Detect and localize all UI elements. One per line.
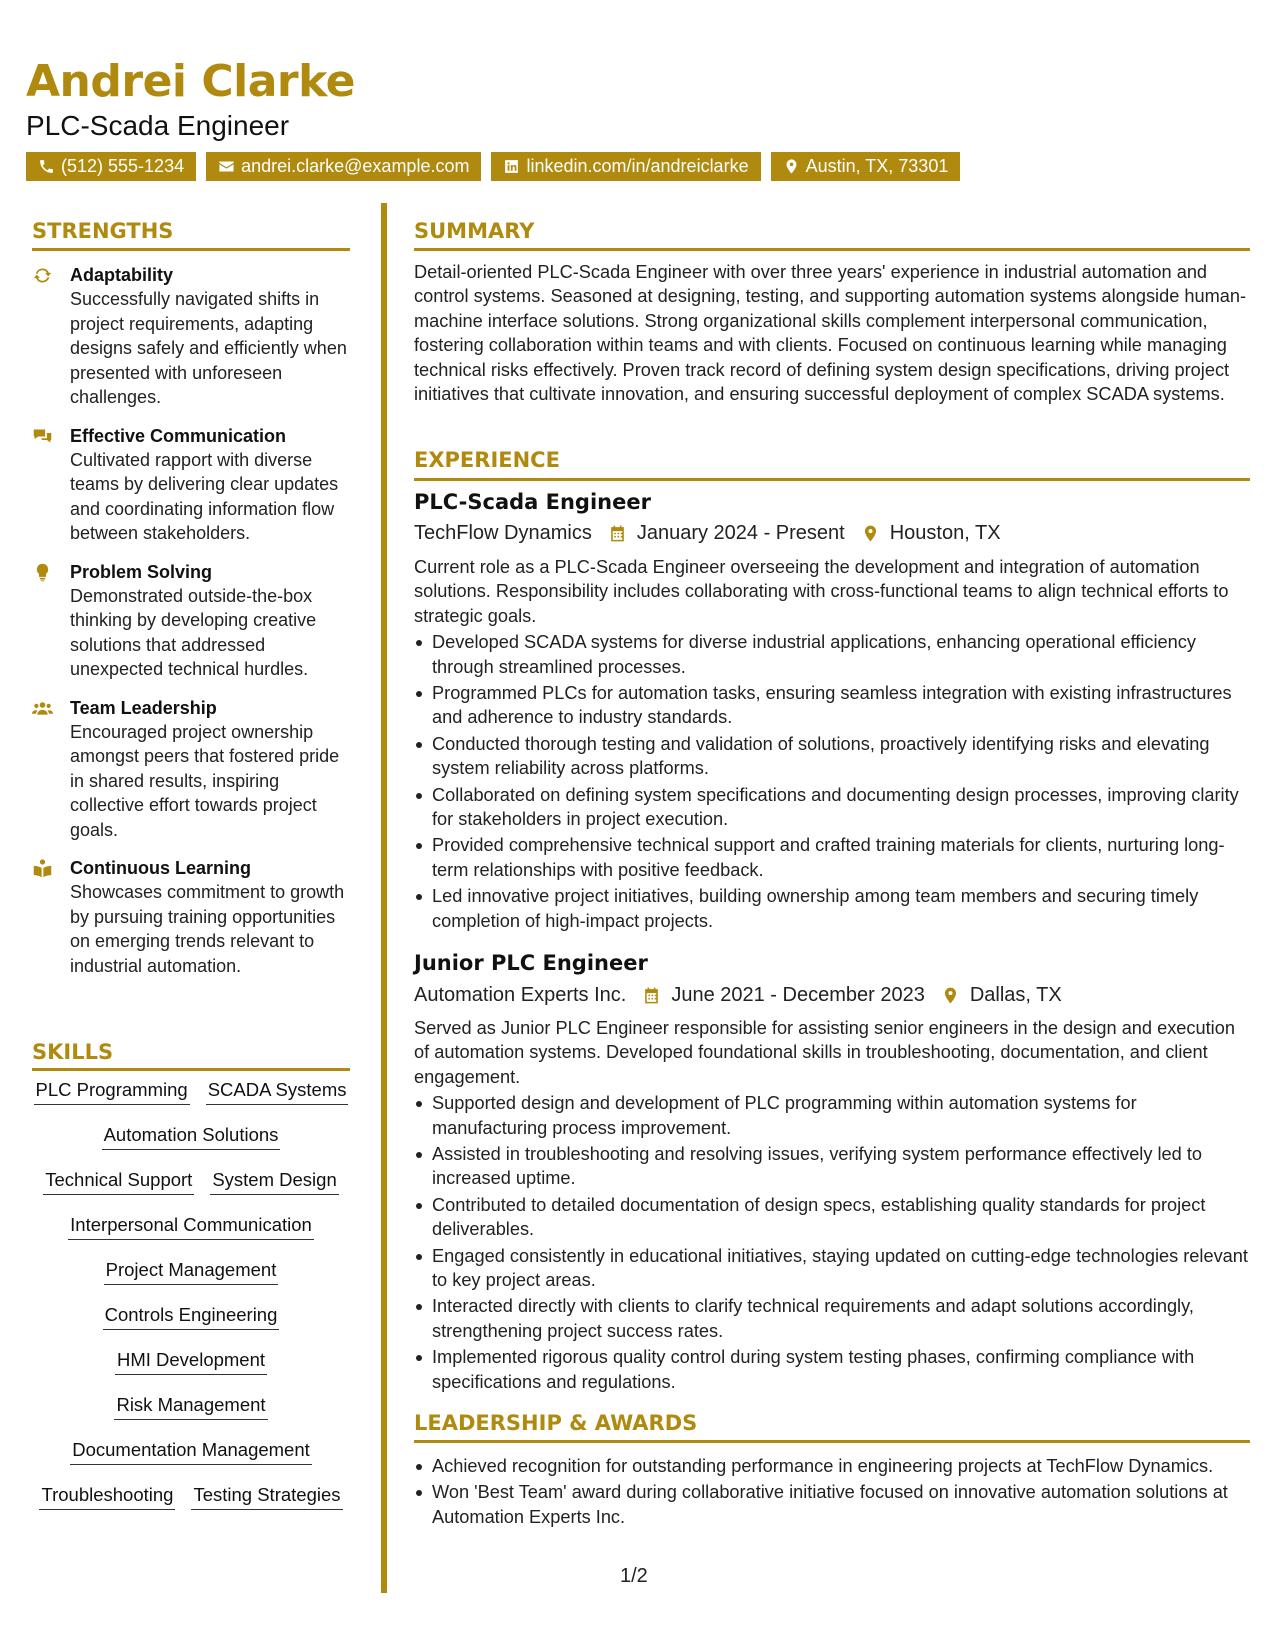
leadership-rule: [414, 1440, 1250, 1443]
skill-tag: SCADA Systems: [206, 1078, 349, 1105]
contact-phone-text: (512) 555-1234: [61, 156, 185, 176]
strength-desc: Demonstrated outside-the-box thinking by developing creative solutions that addressed unexpected technical hurdles.: [70, 585, 317, 679]
skills-heading: SKILLS: [32, 1040, 114, 1064]
job-bullet: Supported design and development of PLC programming within automation systems for manufacturing process improvement.: [432, 1091, 1250, 1140]
strength-item: [32, 560, 352, 682]
job-bullet: Assisted in troubleshooting and resolving issues, verifying system performance effectively led to increased uptime.: [432, 1142, 1250, 1191]
job-description: Current role as a PLC-Scada Engineer overseeing the development and integration of automation solutions. Responsibility includes collaborating with cross-functional teams to align technical efforts to strategic goals.: [414, 557, 1229, 626]
contact-email-text: andrei.clarke@example.com: [241, 156, 470, 176]
strengths-heading: STRENGTHS: [32, 219, 174, 243]
page-number: 1/2: [620, 1565, 648, 1587]
calendar-icon: [608, 524, 627, 543]
job-title: Junior PLC Engineer: [414, 951, 648, 975]
strength-desc: Encouraged project ownership amongst peers that fostered pride in shared results, inspiring collective effort towards project goals.: [70, 721, 340, 840]
job-bullet: Conducted thorough testing and validation of solutions, proactively identifying risks and elevating system reliability across platforms.: [432, 732, 1250, 781]
skill-tag: Interpersonal Communication: [68, 1213, 314, 1240]
job-dates: June 2021 - December 2023: [671, 983, 925, 1006]
leadership-bullet: Won 'Best Team' award during collaborative initiative focused on innovative automation solutions at Automation Experts Inc.: [432, 1480, 1250, 1529]
calendar-icon: [642, 986, 661, 1005]
strength-title: Effective Communication: [70, 425, 287, 446]
contact-linkedin-text: linkedin.com/in/andreiclarke: [526, 156, 749, 176]
summary-rule: [414, 248, 1250, 251]
skill-tag: System Design: [210, 1168, 338, 1195]
strength-title: Team Leadership: [70, 697, 217, 718]
strength-title: Adaptability: [70, 265, 174, 285]
job-location: Houston, TX: [889, 521, 1001, 544]
contact-linkedin[interactable]: [491, 152, 760, 181]
contact-phone[interactable]: [26, 152, 196, 181]
skill-tag: Project Management: [104, 1258, 279, 1285]
sync-icon: [32, 265, 53, 286]
job-meta: [414, 982, 1062, 1008]
skill-tag: Testing Strategies: [191, 1483, 342, 1510]
book-reader-icon: [32, 858, 53, 879]
skill-tag: Controls Engineering: [103, 1303, 280, 1330]
strength-desc: Showcases commitment to growth by pursuing training opportunities on emerging trends relevant to industrial automation.: [70, 882, 345, 976]
strengths-rule: [32, 248, 350, 251]
envelope-icon: [218, 158, 235, 175]
skill-tag: HMI Development: [115, 1348, 267, 1375]
contact-location: [771, 152, 961, 181]
job-bullet: Developed SCADA systems for diverse industrial applications, enhancing operational efficiency through streamlined processes.: [432, 630, 1250, 679]
candidate-name: Andrei Clarke: [26, 56, 355, 107]
summary-heading: SUMMARY: [414, 219, 535, 243]
job-meta: [414, 520, 1001, 546]
leadership-bullet: Achieved recognition for outstanding performance in engineering projects at TechFlow Dynamics.: [432, 1454, 1250, 1478]
leadership-bullets: [414, 1454, 1250, 1531]
lightbulb-icon: [32, 562, 53, 583]
skill-tag: Technical Support: [43, 1168, 194, 1195]
skills-rule: [32, 1068, 350, 1071]
job-description: Served as Junior PLC Engineer responsible for assisting senior engineers in the design and execution of automation systems. Developed foundational skills in troubleshooting, documentation, and client engagement.: [414, 1018, 1235, 1087]
job-company: TechFlow Dynamics: [414, 521, 592, 544]
strength-item: [32, 696, 352, 843]
leadership-heading: LEADERSHIP & AWARDS: [414, 1411, 698, 1435]
chat-bubbles-icon: [32, 426, 53, 447]
strength-item: [32, 856, 352, 978]
strength-item: [32, 424, 352, 546]
summary-text: Detail-oriented PLC-Scada Engineer with over three years' experience in industrial automation and control systems. Seasoned at designing, testing, and supporting automation systems alongside human-machine interface solutions. Strong organizational skills complement interpersonal communication, fostering collaboration within teams and with clients. Focused on continuous learning while managing technical risks effectively. Proven track record of defining system design specifications, driving project initiatives that cultivate innovation, and ensuring successful deployment of complex SCADA systems.: [414, 262, 1247, 405]
job-company: Automation Experts Inc.: [414, 983, 627, 1006]
job-bullet: Implemented rigorous quality control during system testing phases, confirming compliance with specifications and regulations.: [432, 1345, 1250, 1394]
skill-tag: Documentation Management: [70, 1438, 312, 1465]
location-pin-icon: [783, 158, 800, 175]
contact-email[interactable]: [206, 152, 481, 181]
strengths-list: [32, 263, 352, 992]
skill-tag: Automation Solutions: [102, 1123, 281, 1150]
location-pin-icon: [941, 986, 960, 1005]
job-body: [414, 1016, 1250, 1396]
skill-tag: Risk Management: [114, 1393, 267, 1420]
experience-heading: EXPERIENCE: [414, 448, 560, 472]
strength-desc: Cultivated rapport with diverse teams by delivering clear updates and coordinating information flow between stakeholders.: [70, 449, 339, 543]
strength-title: Continuous Learning: [70, 858, 251, 878]
contact-location-text: Austin, TX, 73301: [805, 156, 949, 176]
candidate-role: PLC-Scada Engineer: [26, 110, 290, 141]
skills-list: [32, 1078, 350, 1528]
strength-item: [32, 263, 352, 410]
job-bullets: [414, 1091, 1250, 1394]
location-pin-icon: [861, 524, 880, 543]
strength-desc: Successfully navigated shifts in project requirements, adapting designs safely and efficiently when presented with unforeseen challenges.: [70, 289, 347, 407]
job-bullet: Collaborated on defining system specifications and documenting design processes, improving clarity for stakeholders in project execution.: [432, 783, 1250, 832]
job-bullet: Provided comprehensive technical support and crafted training materials for clients, nurturing long-term relationships with positive feedback.: [432, 833, 1250, 882]
phone-icon: [38, 158, 55, 175]
job-body: [414, 555, 1250, 935]
job-dates: January 2024 - Present: [636, 521, 845, 544]
skill-tag: PLC Programming: [34, 1078, 190, 1105]
job-bullet: Interacted directly with clients to clarify technical requirements and adapt solutions accordingly, strengthening project success rates.: [432, 1294, 1250, 1343]
users-icon: [32, 698, 53, 719]
job-bullet: Programmed PLCs for automation tasks, ensuring seamless integration with existing infrastructures and adherence to industry standards.: [432, 681, 1250, 730]
strength-title: Problem Solving: [70, 561, 213, 582]
job-title: PLC-Scada Engineer: [414, 490, 651, 514]
job-location: Dallas, TX: [969, 983, 1062, 1006]
job-bullet: Contributed to detailed documentation of design specs, establishing quality standards for project deliverables.: [432, 1193, 1250, 1242]
job-bullet: Engaged consistently in educational initiatives, staying updated on cutting-edge technologies relevant to key project areas.: [432, 1244, 1250, 1293]
job-bullets: [414, 630, 1250, 933]
skill-tag: Troubleshooting: [39, 1483, 175, 1510]
column-divider: [381, 203, 387, 1593]
experience-rule: [414, 478, 1250, 481]
linkedin-icon: [503, 158, 520, 175]
job-bullet: Led innovative project initiatives, building ownership among team members and securing timely completion of high-impact projects.: [432, 884, 1250, 933]
contact-bar: [26, 152, 960, 181]
